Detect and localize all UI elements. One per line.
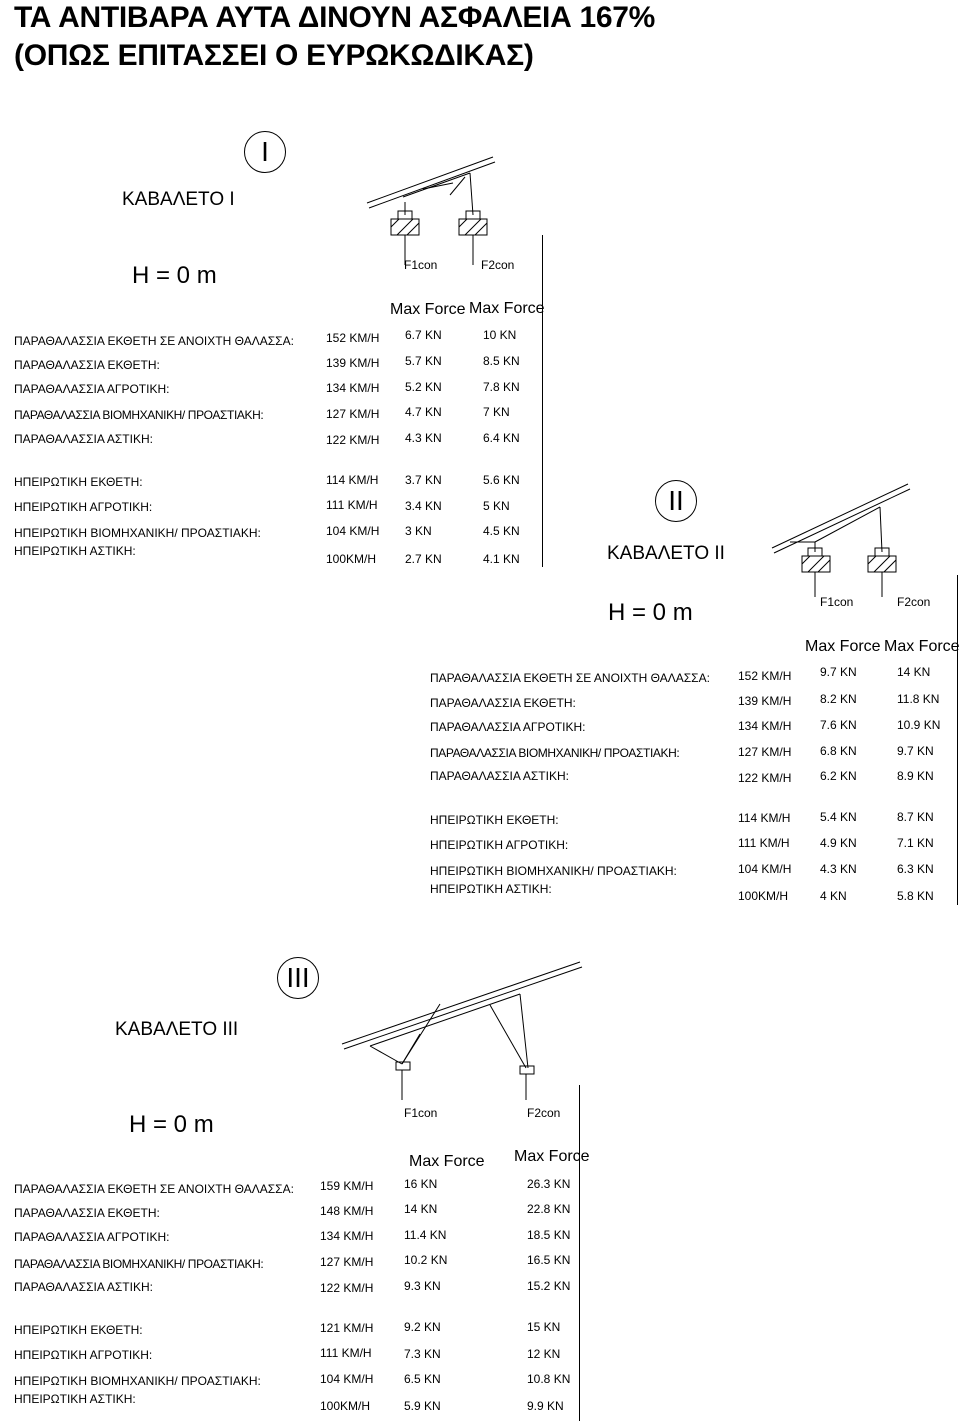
table-row-label: ΠΑΡΑΘΑΛΑΣΣΙΑ ΑΓΡΟΤΙΚΗ:	[430, 720, 586, 734]
table-row-f1: 4.3 KN	[820, 862, 857, 876]
table-row-label: ΠΑΡΑΘΑΛΑΣΣΙΑ ΕΚΘΕΤΗ ΣΕ ΑΝΟΙΧΤΗ ΘΑΛΑΣΣΑ:	[430, 671, 710, 685]
section-1-kavaleto: ΚΑΒΑΛΕΤΟ I	[122, 189, 235, 210]
table-row-label: ΗΠΕΙΡΩΤΙΚΗ ΕΚΘΕΤΗ:	[14, 1323, 143, 1337]
section-1-col1-header: F1con	[404, 258, 438, 272]
section-1-rack-drawing	[365, 155, 535, 265]
table-row-speed: 139 ΚΜ/Η	[326, 356, 380, 370]
table-row-label: ΗΠΕΙΡΩΤΙΚΗ ΒΙΟΜΗΧΑΝΙΚΗ/ ΠΡΟΑΣΤΙΑΚΗ:	[430, 864, 677, 878]
table-row-f2: 10.8 KN	[527, 1372, 571, 1386]
table-row-label: ΗΠΕΙΡΩΤΙΚΗ ΑΣΤΙΚΗ:	[14, 544, 136, 558]
table-row-f2: 8.9 KN	[897, 769, 934, 783]
table-row-f2: 4.5 KN	[483, 524, 520, 538]
table-row-speed: 114 ΚΜ/Η	[326, 473, 379, 487]
table-row-label: ΠΑΡΑΘΑΛΑΣΣΙΑ ΑΓΡΟΤΙΚΗ:	[14, 1230, 170, 1244]
table-row-f1: 7.3 KN	[404, 1347, 441, 1361]
table-row-label: ΗΠΕΙΡΩΤΙΚΗ ΑΓΡΟΤΙΚΗ:	[14, 1348, 153, 1362]
section-2-force2-header: Max Force	[884, 638, 960, 655]
table-row-f1: 8.2 KN	[820, 692, 857, 706]
table-row-label: ΠΑΡΑΘΑΛΑΣΣΙΑ ΑΣΤΙΚΗ:	[430, 769, 569, 783]
section-2-table-border	[957, 575, 958, 905]
table-row-f1: 5.7 KN	[405, 354, 442, 368]
table-row-f2: 5.6 KN	[483, 473, 520, 487]
table-row-label: ΠΑΡΑΘΑΛΑΣΣΙΑ ΕΚΘΕΤΗ:	[14, 358, 160, 372]
table-row-f1: 4.3 KN	[405, 431, 442, 445]
table-row-label: ΠΑΡΑΘΑΛΑΣΣΙΑ ΒΙΟΜΗΧΑΝΙΚΗ/ ΠΡΟΑΣΤΙΑΚΗ:	[430, 746, 680, 760]
table-row-f1: 6.2 KN	[820, 769, 857, 783]
section-2-force1-header: Max Force	[805, 638, 881, 655]
table-row-f1: 5.9 KN	[404, 1399, 441, 1413]
table-row-speed: 104 ΚΜ/Η	[320, 1372, 374, 1386]
table-row-f2: 15 KN	[527, 1320, 561, 1334]
table-row-speed: 122 ΚΜ/Η	[738, 771, 792, 785]
table-row-label: ΗΠΕΙΡΩΤΙΚΗ ΕΚΘΕΤΗ:	[430, 813, 559, 827]
section-1-force1-header: Max Force	[390, 301, 466, 318]
table-row-f1: 3 KN	[405, 524, 432, 538]
table-row-speed: 134 ΚΜ/Η	[326, 381, 380, 395]
table-row-f1: 5.4 KN	[820, 810, 857, 824]
table-row-label: ΗΠΕΙΡΩΤΙΚΗ ΕΚΘΕΤΗ:	[14, 475, 143, 489]
section-3-col2-header: F2con	[527, 1106, 561, 1120]
table-row-f2: 6.4 KN	[483, 431, 520, 445]
table-row-label: ΗΠΕΙΡΩΤΙΚΗ ΑΓΡΟΤΙΚΗ:	[14, 500, 153, 514]
table-row-label: ΠΑΡΑΘΑΛΑΣΣΙΑ ΕΚΘΕΤΗ:	[14, 1206, 160, 1220]
table-row-label: ΠΑΡΑΘΑΛΑΣΣΙΑ ΑΣΤΙΚΗ:	[14, 1280, 153, 1294]
table-row-speed: 139 ΚΜ/Η	[738, 694, 792, 708]
table-row-speed: 159 ΚΜ/Η	[320, 1179, 374, 1193]
section-3-table-border	[579, 1085, 580, 1421]
table-row-f2: 11.8 KN	[897, 692, 940, 706]
table-row-f2: 5 KN	[483, 499, 510, 513]
table-row-f2: 8.7 KN	[897, 810, 934, 824]
table-row-speed: 127 ΚΜ/Η	[326, 407, 380, 421]
table-row-f1: 9.3 KN	[404, 1279, 441, 1293]
table-row-speed: 114 ΚΜ/Η	[738, 811, 791, 825]
table-row-f1: 10.2 KN	[404, 1253, 448, 1267]
table-row-speed: 127 ΚΜ/Η	[738, 745, 792, 759]
table-row-f1: 2.7 KN	[405, 552, 442, 566]
table-row-f2: 15.2 KN	[527, 1279, 571, 1293]
table-row-f2: 8.5 KN	[483, 354, 520, 368]
table-row-speed: 104 ΚΜ/Η	[326, 524, 380, 538]
table-row-speed: 100ΚΜ/Η	[320, 1399, 371, 1413]
table-row-label: ΗΠΕΙΡΩΤΙΚΗ ΑΓΡΟΤΙΚΗ:	[430, 838, 569, 852]
table-row-f2: 18.5 KN	[527, 1228, 571, 1242]
table-row-f2: 5.8 KN	[897, 889, 934, 903]
table-row-f2: 22.8 KN	[527, 1202, 571, 1216]
section-2-col1-header: F1con	[820, 595, 854, 609]
section-1-table-border	[542, 235, 543, 567]
table-row-f2: 7.1 KN	[897, 836, 934, 850]
table-row-f2: 10 KN	[483, 328, 517, 342]
table-row-f2: 4.1 KN	[483, 552, 520, 566]
table-row-label: ΗΠΕΙΡΩΤΙΚΗ ΑΣΤΙΚΗ:	[430, 882, 552, 896]
table-row-f1: 6.8 KN	[820, 744, 857, 758]
table-row-f1: 9.7 KN	[820, 665, 857, 679]
table-row-label: ΠΑΡΑΘΑΛΑΣΣΙΑ ΑΓΡΟΤΙΚΗ:	[14, 382, 170, 396]
table-row-label: ΠΑΡΑΘΑΛΑΣΣΙΑ ΒΙΟΜΗΧΑΝΙΚΗ/ ΠΡΟΑΣΤΙΑΚΗ:	[14, 408, 264, 422]
section-2-rack-drawing	[770, 482, 920, 597]
section-2-kavaleto: ΚΑΒΑΛΕΤΟ II	[607, 543, 725, 564]
table-row-label: ΗΠΕΙΡΩΤΙΚΗ ΑΣΤΙΚΗ:	[14, 1392, 136, 1406]
table-row-f1: 16 KN	[404, 1177, 438, 1191]
section-3-kavaleto: ΚΑΒΑΛΕΤΟ III	[115, 1019, 239, 1040]
section-3-col1-header: F1con	[404, 1106, 438, 1120]
table-row-f1: 3.7 KN	[405, 473, 442, 487]
table-row-f1: 14 KN	[404, 1202, 438, 1216]
section-1-col2-header: F2con	[481, 258, 515, 272]
table-row-f2: 26.3 KN	[527, 1177, 571, 1191]
table-row-f1: 3.4 KN	[405, 499, 442, 513]
table-row-f2: 10.9 KN	[897, 718, 941, 732]
table-row-f2: 9.9 KN	[527, 1399, 564, 1413]
table-row-speed: 134 ΚΜ/Η	[320, 1229, 374, 1243]
section-2-roman-badge: II	[655, 480, 697, 522]
table-row-label: ΗΠΕΙΡΩΤΙΚΗ ΒΙΟΜΗΧΑΝΙΚΗ/ ΠΡΟΑΣΤΙΑΚΗ:	[14, 1374, 261, 1388]
section-3-height: H = 0 m	[129, 1111, 214, 1138]
table-row-speed: 152 ΚΜ/Η	[326, 331, 380, 345]
table-row-f2: 12 KN	[527, 1347, 561, 1361]
table-row-f2: 14 KN	[897, 665, 931, 679]
table-row-speed: 100ΚΜ/Η	[738, 889, 789, 903]
section-1-roman-badge: I	[244, 131, 286, 173]
table-row-f2: 7 KN	[483, 405, 510, 419]
table-row-label: ΠΑΡΑΘΑΛΑΣΣΙΑ ΕΚΘΕΤΗ ΣΕ ΑΝΟΙΧΤΗ ΘΑΛΑΣΣΑ:	[14, 334, 294, 348]
section-3-force1-header: Max Force	[409, 1153, 485, 1170]
table-row-f1: 4.9 KN	[820, 836, 857, 850]
table-row-speed: 127 ΚΜ/Η	[320, 1255, 374, 1269]
table-row-f1: 6.7 KN	[405, 328, 442, 342]
table-row-f1: 4 KN	[820, 889, 847, 903]
table-row-speed: 111 ΚΜ/Η	[738, 836, 790, 850]
table-row-label: ΗΠΕΙΡΩΤΙΚΗ ΒΙΟΜΗΧΑΝΙΚΗ/ ΠΡΟΑΣΤΙΑΚΗ:	[14, 526, 261, 540]
table-row-f1: 11.4 KN	[404, 1228, 447, 1242]
table-row-f2: 7.8 KN	[483, 380, 520, 394]
table-row-f2: 9.7 KN	[897, 744, 934, 758]
table-row-f2: 16.5 KN	[527, 1253, 571, 1267]
table-row-speed: 111 ΚΜ/Η	[326, 498, 378, 512]
section-3-roman-badge: III	[277, 957, 319, 999]
table-row-speed: 111 ΚΜ/Η	[320, 1346, 372, 1360]
table-row-label: ΠΑΡΑΘΑΛΑΣΣΙΑ ΕΚΘΕΤΗ ΣΕ ΑΝΟΙΧΤΗ ΘΑΛΑΣΣΑ:	[14, 1182, 294, 1196]
section-1-force2-header: Max Force	[469, 300, 545, 317]
table-row-speed: 134 ΚΜ/Η	[738, 719, 792, 733]
table-row-speed: 152 ΚΜ/Η	[738, 669, 792, 683]
page-title-line1: ΤΑ ΑΝΤΙΒΑΡΑ ΑΥΤΑ ΔΙΝΟΥΝ ΑΣΦΑΛΕΙΑ 167%	[14, 1, 656, 34]
table-row-speed: 122 ΚΜ/Η	[326, 433, 380, 447]
table-row-f1: 5.2 KN	[405, 380, 442, 394]
table-row-speed: 104 ΚΜ/Η	[738, 862, 792, 876]
table-row-label: ΠΑΡΑΘΑΛΑΣΣΙΑ ΑΣΤΙΚΗ:	[14, 432, 153, 446]
table-row-f1: 7.6 KN	[820, 718, 857, 732]
table-row-f1: 6.5 KN	[404, 1372, 441, 1386]
section-3-force2-header: Max Force	[514, 1148, 590, 1165]
table-row-speed: 148 ΚΜ/Η	[320, 1204, 374, 1218]
table-row-speed: 100ΚΜ/Η	[326, 552, 377, 566]
table-row-f2: 6.3 KN	[897, 862, 934, 876]
table-row-label: ΠΑΡΑΘΑΛΑΣΣΙΑ ΒΙΟΜΗΧΑΝΙΚΗ/ ΠΡΟΑΣΤΙΑΚΗ:	[14, 1257, 264, 1271]
section-2-height: H = 0 m	[608, 599, 693, 626]
table-row-speed: 121 ΚΜ/Η	[320, 1321, 374, 1335]
section-1-height: H = 0 m	[132, 262, 217, 289]
table-row-label: ΠΑΡΑΘΑΛΑΣΣΙΑ ΕΚΘΕΤΗ:	[430, 696, 576, 710]
table-row-speed: 122 ΚΜ/Η	[320, 1281, 374, 1295]
table-row-f1: 9.2 KN	[404, 1320, 441, 1334]
section-3-rack-drawing	[340, 960, 590, 1100]
section-2-col2-header: F2con	[897, 595, 931, 609]
page-title-line2: (ΟΠΩΣ ΕΠΙΤΑΣΣΕΙ Ο ΕΥΡΩΚΩΔΙΚΑΣ)	[14, 39, 534, 72]
table-row-f1: 4.7 KN	[405, 405, 442, 419]
